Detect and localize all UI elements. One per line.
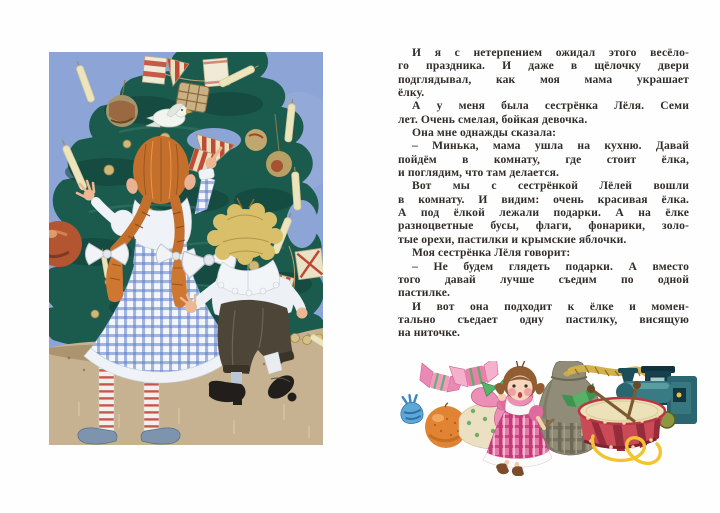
story-line: пойдём в комнату, где стоит ёлка, — [398, 152, 689, 166]
story-line: – Минька, мама ушла на кухню. Давай — [412, 139, 689, 153]
doll-hand — [498, 393, 506, 401]
story-line: разноцветные бусы, флаги, фонарики, золо- — [398, 219, 689, 233]
story-line: и поглядим, что там делается. — [398, 166, 560, 180]
candy-blue — [398, 394, 424, 425]
sky-gap — [49, 97, 91, 131]
tree-illustration — [49, 52, 323, 445]
story-line: пастилке. — [398, 286, 451, 300]
story-text — [398, 46, 689, 340]
story-line: лет. Очень смелая, бойкая девочка. — [398, 112, 588, 126]
story-line: И я с нетерпением ожидал этого весёло- — [412, 46, 689, 59]
story-line: го праздника. И даже в щёлочку двери — [398, 59, 689, 73]
story-line: Она мне однажды сказала: — [412, 126, 557, 140]
story-line: тально съедает одну пастилку, висящую — [398, 312, 689, 326]
story-line: Моя сестрёнка Лёля говорит: — [412, 246, 571, 260]
story-line: в комнату. И видим: очень красивая ёлка. — [398, 192, 689, 206]
story-line: Вот мы с сестрёнкой Лёлей вошли — [412, 179, 689, 193]
story-line: – Не будем глядеть подарки. А вместо — [412, 259, 689, 273]
story-line: тые орехи, пастилки и крымские яблочки. — [398, 232, 627, 246]
boy-shoe — [209, 381, 246, 402]
doll-mouth — [518, 392, 522, 398]
sky-gap — [286, 200, 318, 248]
story-line: А у меня была сестрёнка Лёля. Семи — [412, 99, 689, 113]
story-line: подглядывал, как моя мама украшает — [398, 72, 689, 86]
story-line: А под ёлкой лежали подарки. А на ёлке — [398, 206, 689, 220]
story-line: на ниточке. — [398, 326, 461, 340]
presents-illustration — [385, 361, 700, 476]
boy-right-hand — [297, 308, 308, 319]
bauble-gold — [245, 129, 267, 151]
story-line: И вот она подходит к ёлке и момен- — [412, 299, 689, 313]
story-line: ёлку. — [398, 86, 425, 100]
story-line: того давай лучше съедим по одной — [398, 272, 689, 286]
